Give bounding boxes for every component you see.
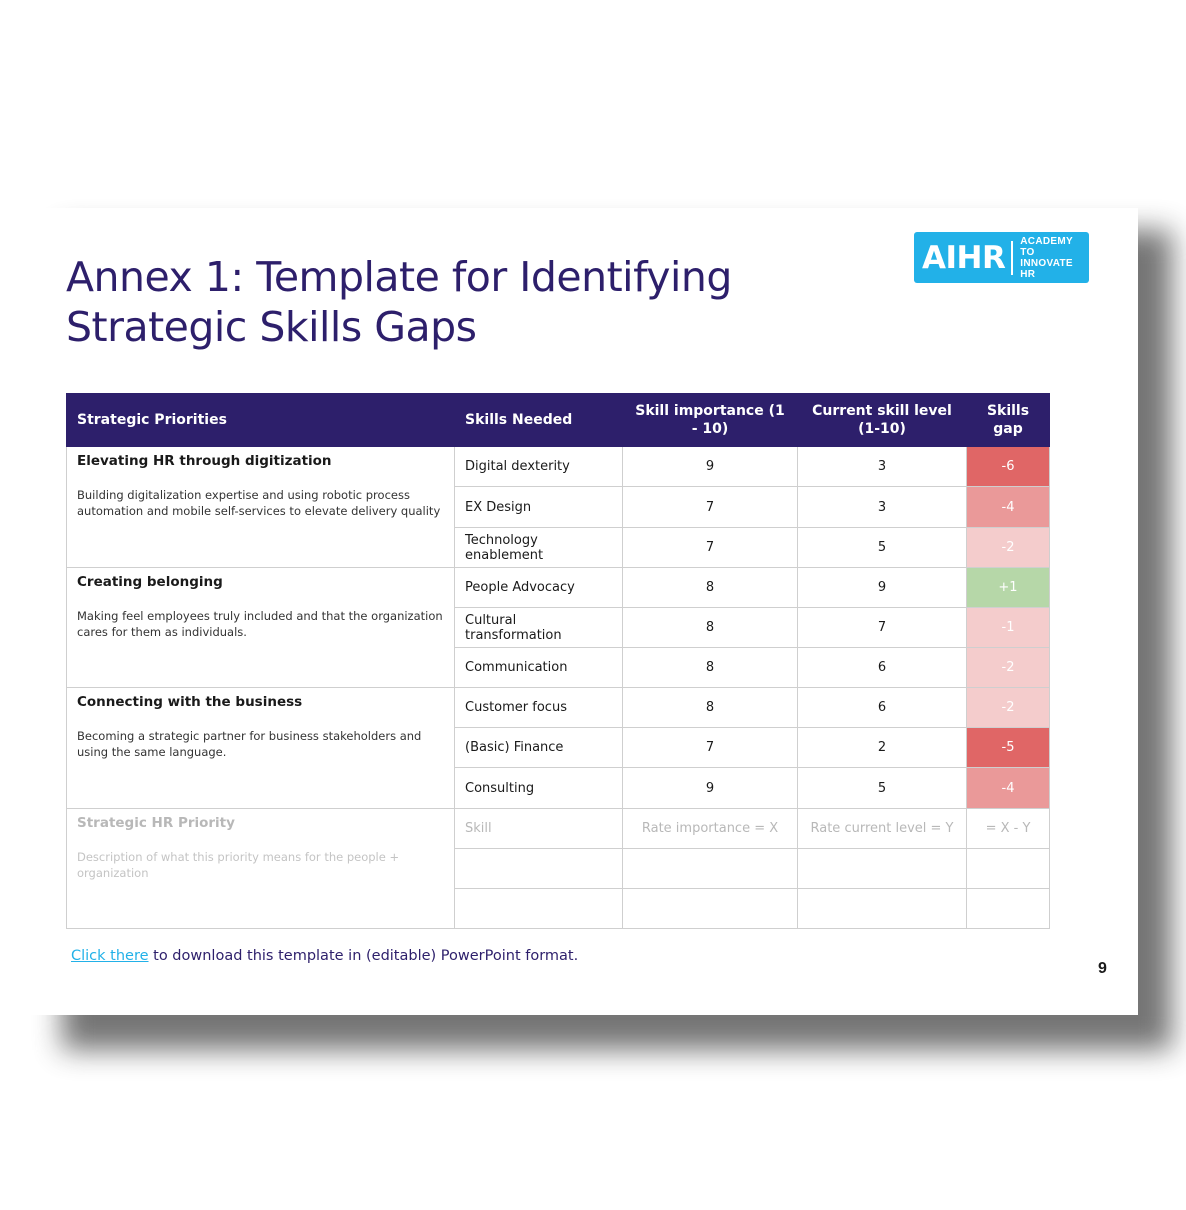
importance-cell: 7 — [623, 528, 798, 568]
priority-title: Elevating HR through digitization — [77, 453, 332, 469]
empty-current-cell — [798, 889, 967, 929]
placeholder-priority-title: Strategic HR Priority — [77, 815, 235, 831]
placeholder-gap-cell: = X - Y — [967, 809, 1050, 849]
slide-page — [0, 208, 1138, 1015]
placeholder-skill-cell: Skill — [455, 809, 623, 849]
empty-importance-cell — [623, 889, 798, 929]
importance-cell: 8 — [623, 648, 798, 688]
skill-cell: EX Design — [455, 487, 623, 528]
aihr-logo — [914, 232, 1089, 283]
current-level-cell: 3 — [798, 447, 967, 487]
importance-cell: 7 — [623, 487, 798, 528]
current-level-cell: 5 — [798, 528, 967, 568]
current-level-cell: 2 — [798, 728, 967, 768]
importance-cell: 7 — [623, 728, 798, 768]
skill-cell: Customer focus — [455, 688, 623, 728]
title-line-2: Strategic Skills Gaps — [66, 303, 477, 351]
table-row — [67, 568, 1050, 608]
logo-tagline — [1020, 236, 1089, 280]
current-level-cell: 7 — [798, 608, 967, 648]
empty-current-cell — [798, 849, 967, 889]
table-body — [67, 447, 1050, 929]
empty-importance-cell — [623, 849, 798, 889]
table-row — [67, 447, 1050, 487]
priority-cell — [67, 447, 455, 568]
header-strategic-priorities: Strategic Priorities — [67, 394, 455, 447]
logo-divider — [1011, 241, 1013, 275]
skill-cell: Technology enablement — [455, 528, 623, 568]
skills-gap-cell: -6 — [967, 447, 1050, 487]
priority-cell — [67, 688, 455, 809]
importance-cell: 9 — [623, 768, 798, 809]
header-current-line-2: (1-10) — [858, 421, 906, 437]
skill-cell: Digital dexterity — [455, 447, 623, 487]
header-current-skill-level — [798, 394, 967, 447]
placeholder-priority-cell — [67, 809, 455, 929]
priority-title: Connecting with the business — [77, 694, 303, 710]
logo-tagline-line-2: INNOVATE HR — [1020, 257, 1073, 280]
skill-cell: (Basic) Finance — [455, 728, 623, 768]
skills-gap-cell: -2 — [967, 648, 1050, 688]
placeholder-row — [67, 809, 1050, 849]
placeholder-current-cell: Rate current level = Y — [798, 809, 967, 849]
skills-gap-cell: -5 — [967, 728, 1050, 768]
logo-tagline-line-1: ACADEMY TO — [1020, 235, 1073, 258]
header-skills-gap: Skills gap — [967, 394, 1050, 447]
header-current-line-1: Current skill level — [812, 403, 952, 419]
page-number: 9 — [1098, 960, 1107, 977]
table-header-row — [67, 394, 1050, 447]
skills-gap-cell: -2 — [967, 688, 1050, 728]
current-level-cell: 6 — [798, 688, 967, 728]
download-note — [71, 948, 578, 964]
empty-skill-cell — [455, 889, 623, 929]
importance-cell: 8 — [623, 568, 798, 608]
skill-cell: Communication — [455, 648, 623, 688]
skills-gap-cell: -2 — [967, 528, 1050, 568]
priority-description: Becoming a strategic partner for business stakeholders and using the same language. — [77, 729, 422, 759]
skill-cell: People Advocacy — [455, 568, 623, 608]
skills-gap-cell: -4 — [967, 487, 1050, 528]
download-link[interactable]: Click there — [71, 948, 149, 964]
empty-gap-cell — [967, 889, 1050, 929]
current-level-cell: 3 — [798, 487, 967, 528]
logo-word: AIHR — [922, 239, 1006, 276]
skill-cell: Consulting — [455, 768, 623, 809]
skill-cell: Cultural transformation — [455, 608, 623, 648]
importance-cell: 9 — [623, 447, 798, 487]
page-title — [66, 252, 732, 352]
skills-gap-cell: -1 — [967, 608, 1050, 648]
importance-cell: 8 — [623, 608, 798, 648]
priority-title: Creating belonging — [77, 574, 223, 590]
header-skills-needed: Skills Needed — [455, 394, 623, 447]
download-note-text: to download this template in (editable) PowerPoint format. — [148, 948, 579, 964]
skills-gap-table — [66, 393, 1050, 929]
empty-skill-cell — [455, 849, 623, 889]
table-row — [67, 688, 1050, 728]
current-level-cell: 5 — [798, 768, 967, 809]
title-line-1: Annex 1: Template for Identifying — [66, 253, 732, 301]
header-skill-importance: Skill importance (1 - 10) — [623, 394, 798, 447]
skills-gap-cell: +1 — [967, 568, 1050, 608]
skills-gap-cell: -4 — [967, 768, 1050, 809]
current-level-cell: 6 — [798, 648, 967, 688]
current-level-cell: 9 — [798, 568, 967, 608]
placeholder-priority-description: Description of what this priority means for the people + organization — [77, 850, 400, 880]
empty-gap-cell — [967, 849, 1050, 889]
priority-description: Making feel employees truly included and that the organization cares for them as individuals. — [77, 609, 443, 639]
priority-cell — [67, 568, 455, 688]
placeholder-importance-cell: Rate importance = X — [623, 809, 798, 849]
priority-description: Building digitalization expertise and using robotic process automation and mobile self-services to elevate delivery quality — [77, 488, 441, 518]
importance-cell: 8 — [623, 688, 798, 728]
